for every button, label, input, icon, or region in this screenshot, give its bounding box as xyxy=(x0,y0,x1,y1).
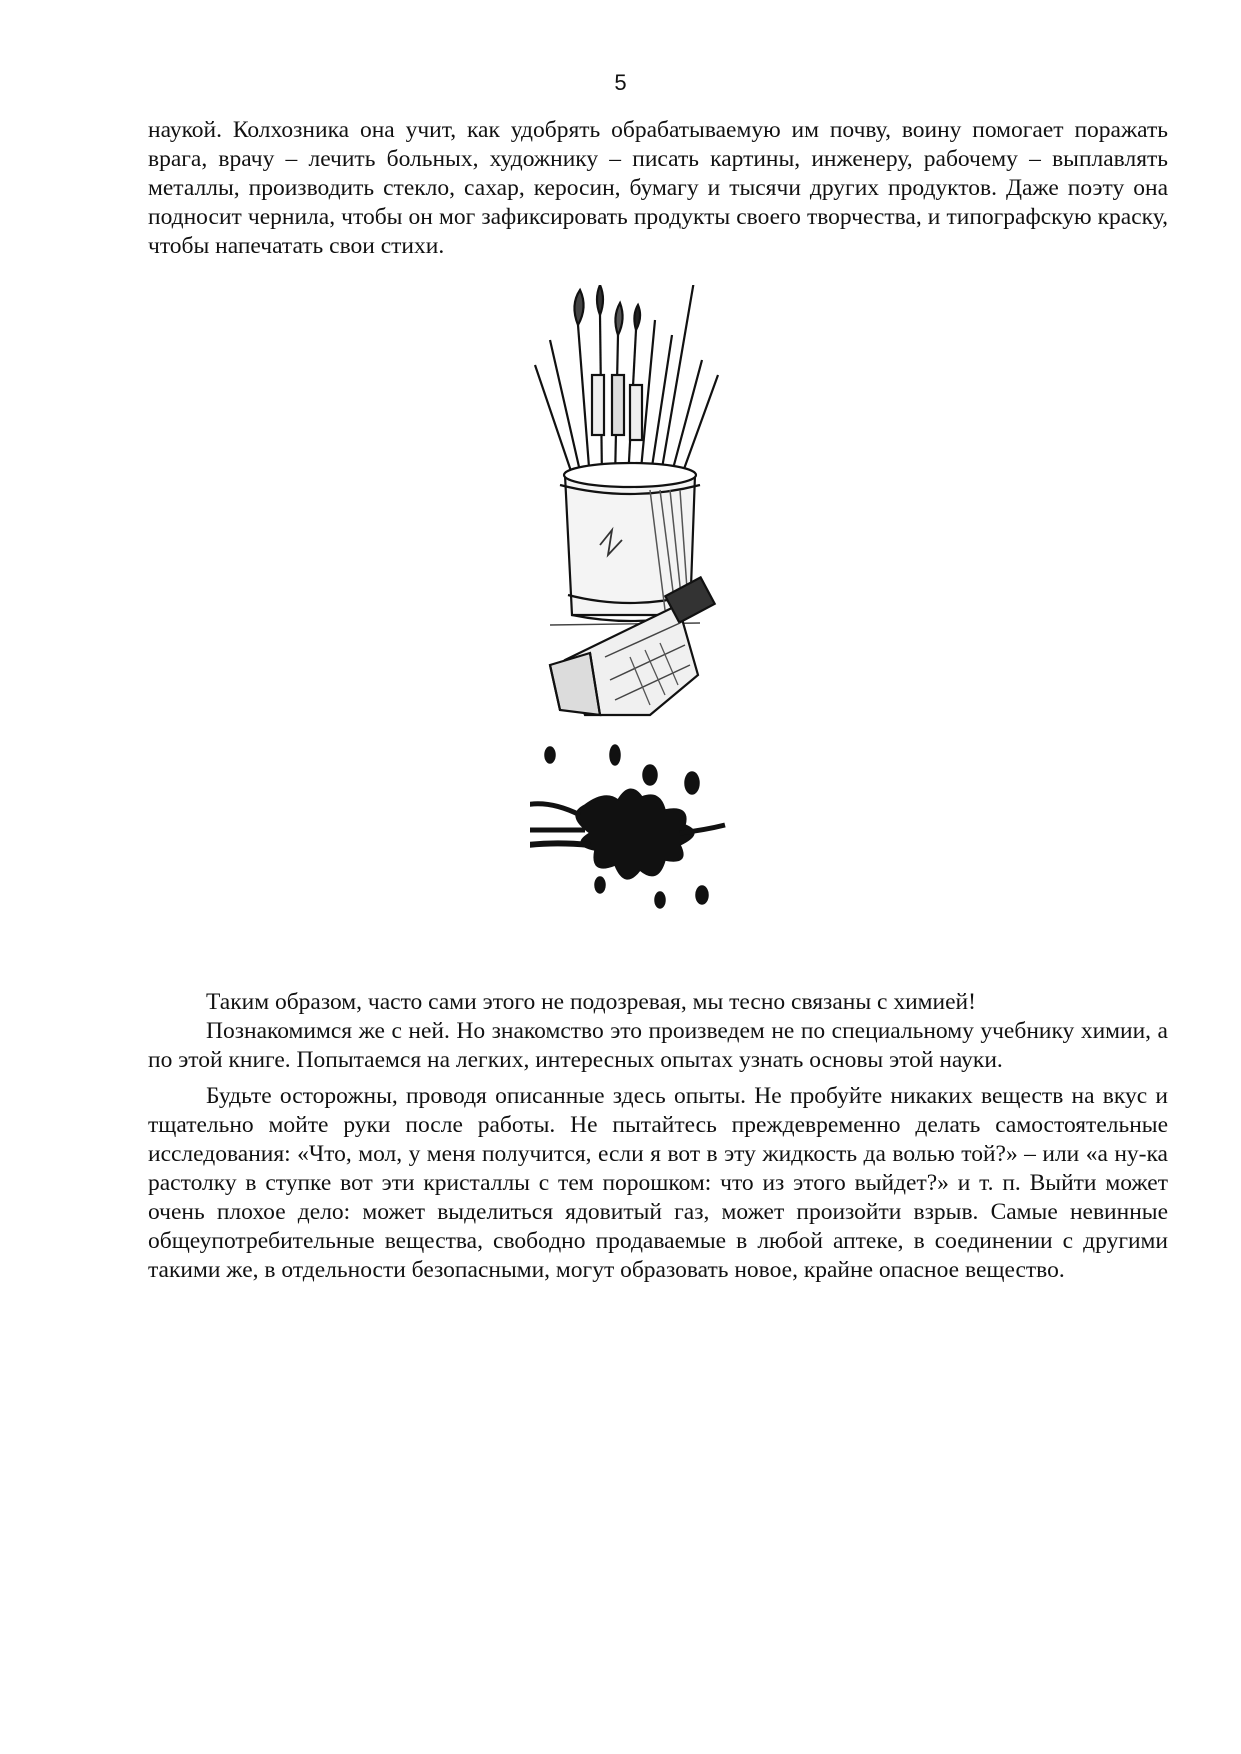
paragraph-introduction: Познакомимся же с ней. Но знакомство это произведем не по специальному учебнику химии, а по этой книге. Попытаемся на легких, интересных опытах узнать основы этой науки. xyxy=(148,1018,1168,1073)
text-block-bottom xyxy=(148,988,1168,1285)
ink-splat-icon xyxy=(530,745,725,908)
brush-jar-icon xyxy=(535,285,718,625)
paragraph-chemistry-connection: Таким образом, часто сами этого не подозревая, мы тесно связаны с химией! xyxy=(206,989,976,1015)
page-number: 5 xyxy=(614,70,627,95)
paragraph-safety-warning: Будьте осторожны, проводя описанные здесь опыты. Не пробуйте никаких веществ на вкус и тщательно мойте руки после работы. Не пытайтесь преждевременно делать самостоятельные исследования: «Что, мол, у меня получится, если я вот в эту жидкость да волью той?» – или «а ну-ка растолку в ступке вот эти кристаллы с тем порошком: что из этого выйдет?» и т. п. Выйти может очень плохое дело: может выделиться ядовитый газ, может произойти взрыв. Самые невинные общеупотребительные вещества, свободно продаваемые в любой аптеке, в соединении с другими такими же, в отдельности безопасными, могут образовать новое, крайне опасное вещество. xyxy=(148,1083,1168,1283)
art-supplies-illustration xyxy=(530,285,770,970)
text-block-top xyxy=(148,116,1168,261)
paragraph-continuation: наукой. Колхозника она учит, как удобрять обрабатываемую им почву, воину помогает поражать врага, врачу – лечить больных, художнику – писать картины, инженеру, рабочему – выплавлять металлы, производить стекло, сахар, керосин, бумагу и тысячи других продуктов. Даже поэту она подносит чернила, чтобы он мог зафиксировать продукты своего творчества, и типографскую краску, чтобы напечатать свои стихи. xyxy=(148,117,1168,259)
